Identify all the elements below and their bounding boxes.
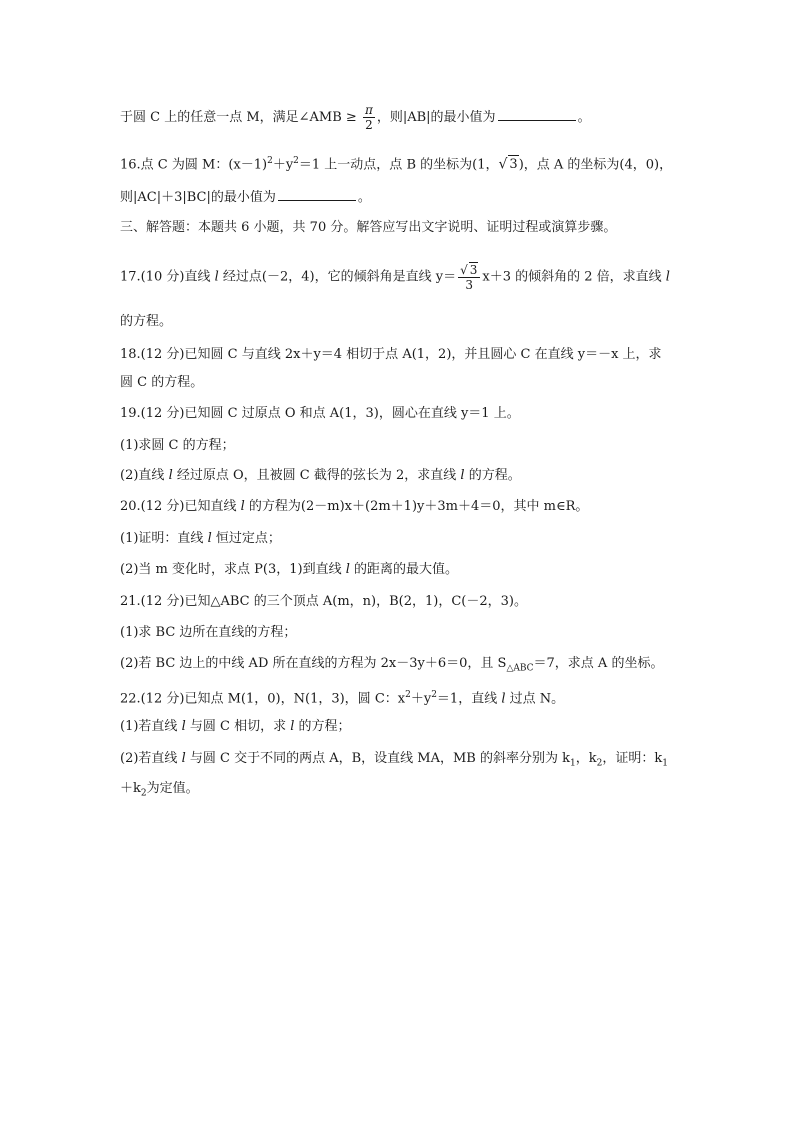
problem-17-line-2: 的方程。 (120, 314, 173, 329)
superscript: 2 (293, 156, 299, 166)
sqrt-value: 3 (469, 263, 478, 277)
variable-l: l (181, 719, 186, 734)
problem-19-line-1: 19.(12 分)已知圆 C 过原点 O 和点 A(1，3)，圆心在直线 y＝1 上。 (120, 406, 520, 421)
text: 过点 N。 (505, 691, 565, 707)
variable-l: l (168, 468, 173, 483)
answer-blank (498, 108, 576, 121)
text: (1)若直线 (120, 719, 182, 734)
fraction-pi-over-2 (363, 103, 375, 132)
text: 22.(12 分)已知点 M(1，0)，N(1，3)，圆 C：x (120, 691, 406, 707)
problem-21-line-3 (120, 655, 663, 678)
text: 经过点(－2，4)，它的倾斜角是直线 y＝ (218, 269, 457, 285)
subscript: 2 (596, 758, 603, 769)
variable-l: l (207, 531, 212, 546)
problem-17-line-1 (120, 262, 670, 292)
problem-21-line-1: 21.(12 分)已知△ABC 的三个顶点 A(m，n)，B(2，1)，C(－2，3)。 (120, 594, 527, 609)
variable-l: l (240, 499, 245, 514)
text: 的方程； (294, 719, 351, 734)
problem-22-line-3 (120, 750, 668, 773)
superscript: 2 (431, 690, 437, 700)
text: (2)若直线 (120, 751, 182, 766)
text: 与圆 C 相切，求 (185, 719, 291, 734)
text: 的方程为(2－m)x＋(2m＋1)y＋3m＋4＝0，其中 m∈R。 (244, 499, 589, 514)
section-3-heading: 三、解答题：本题共 6 小题，共 70 分。解答应写出文字说明、证明过程或演算步骤。 (120, 220, 617, 235)
problem-22-line-1 (120, 686, 564, 708)
sqrt-icon: √ (460, 263, 468, 277)
text: ＝1，直线 (436, 691, 502, 707)
problem-15-continuation (120, 103, 591, 132)
text: 与圆 C 交于不同的两点 A，B，设直线 MA，MB 的斜率分别为 k (185, 751, 570, 766)
text: 为定值。 (146, 781, 199, 796)
text: 16.点 C 为圆 M：(x－1) (120, 157, 268, 173)
text: 的距离的最大值。 (349, 562, 459, 577)
text: 。 (357, 190, 371, 205)
text: 17.(10 分)直线 (120, 269, 215, 285)
text: 则|AC|＋3|BC|的最小值为 (120, 190, 276, 205)
problem-20-line-2 (120, 530, 281, 548)
sqrt-icon: √ (498, 156, 508, 173)
fraction-sqrt3-over-3 (458, 262, 480, 292)
text: ＝7，求点 A 的坐标。 (533, 656, 664, 671)
problem-16-line-2 (120, 188, 371, 207)
text: 。 (577, 110, 591, 125)
variable-l: l (460, 468, 465, 483)
text: ，k (575, 751, 597, 766)
text: ＝1 上一动点，点 B 的坐标为(1， (298, 157, 499, 173)
variable-l: l (345, 562, 350, 577)
superscript: 2 (405, 690, 411, 700)
problem-18-line-1: 18.(12 分)已知圆 C 与直线 2x＋y＝4 相切于点 A(1，2)，并且圆心 C 在直线 y＝－x 上，求 (120, 347, 662, 362)
variable-l: l (181, 751, 186, 766)
text: 的方程。 (464, 468, 521, 483)
fraction-denominator: 2 (365, 118, 373, 132)
problem-20-line-1 (120, 498, 588, 516)
subscript: 1 (570, 758, 576, 769)
fraction-denominator: 3 (465, 278, 474, 292)
text: 经过原点 O，且被圆 C 截得的弦长为 2，求直线 (172, 468, 461, 483)
text: x＋3 的倾斜角的 2 倍，求直线 (482, 269, 666, 285)
text: (2)若 BC 边上的中线 AD 所在直线的方程为 2x－3y＋6＝0，且 S (120, 656, 507, 671)
variable-l: l (214, 269, 219, 285)
sqrt-value: 3 (509, 157, 518, 173)
text: ，则|AB|的最小值为 (376, 110, 496, 125)
text: ＋k (120, 781, 141, 796)
text: ＋y (272, 157, 294, 173)
variable-l: l (290, 719, 295, 734)
text: 于圆 C 上的任意一点 M，满足∠AMB ≥ (120, 110, 361, 125)
problem-19-line-2: (1)求圆 C 的方程； (120, 438, 235, 453)
problem-22-line-4 (120, 780, 199, 803)
problem-22-line-2 (120, 718, 351, 736)
problem-19-line-3 (120, 467, 521, 485)
text: (1)证明：直线 (120, 531, 208, 546)
subscript: △ABC (506, 663, 534, 674)
problem-16-line-1 (120, 152, 672, 174)
text: ＋y (410, 691, 432, 707)
text: 恒过定点； (211, 531, 281, 546)
text: (2)直线 (120, 468, 169, 483)
problem-21-line-2: (1)求 BC 边所在直线的方程； (120, 625, 297, 640)
answer-blank (278, 188, 356, 201)
text: (2)当 m 变化时，求点 P(3，1)到直线 (120, 562, 346, 577)
variable-l: l (665, 269, 670, 285)
fraction-numerator: π (364, 103, 373, 117)
problem-20-line-3 (120, 561, 458, 579)
text: 20.(12 分)已知直线 (120, 499, 241, 514)
superscript: 2 (267, 156, 273, 166)
subscript: 1 (662, 758, 668, 769)
subscript: 2 (140, 788, 147, 799)
problem-18-line-2: 圆 C 的方程。 (120, 375, 204, 390)
text: ，证明：k (602, 751, 663, 766)
variable-l: l (501, 691, 506, 707)
text: )，点 A 的坐标为(4，0)， (518, 157, 673, 173)
